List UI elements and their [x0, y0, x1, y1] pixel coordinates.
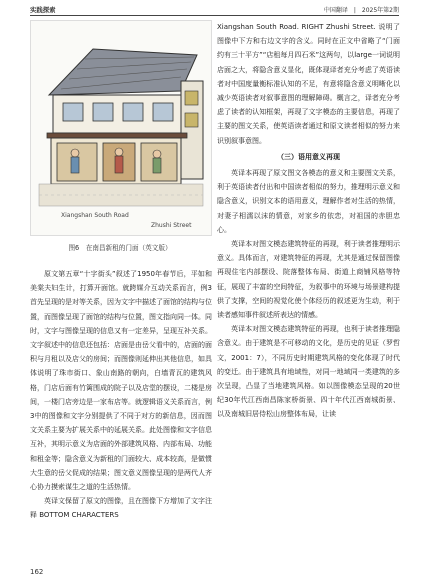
svg-text:Zhushi Street: Zhushi Street	[151, 222, 192, 229]
svg-text:Xiangshan South Road: Xiangshan South Road	[61, 212, 129, 219]
body-paragraph: 英译本对图文模态建筑特征的再现，利于读者推理明示意义。具体而言，对建筑特征的再现，尤其是通过保留图像再现住宅内部摆设、院落整体布局、街道上商铺风格等特征，展现了丰富的空间特征，为叙事中的环境与场景建构提供了支撑，空间的视觉化使个体经历的叙述更为生动，利于读者感知事件叙述所表达的情感。	[217, 240, 400, 320]
section-subheading: （三）语用意义再现	[277, 152, 340, 161]
body-paragraph: 英译本再现了原文图文各模态的意义和主要图文关系，利于英语读者付出和中国读者相似的努力，推理明示意义和隐含意义，识别文本的语用意义，理解作者对生活的热情，对妻子相濡以沫的情意，对家乡的依恋，对祖国的赤胆忠心。	[217, 169, 400, 234]
journal-info: 中国翻译 | 2025年第2期	[323, 7, 399, 14]
section-label: 实践探索	[30, 6, 56, 14]
body-paragraph: 原文第五章“十字街头”叙述了1950年春节后，平如和美棠夫妇生计，打算开面馆。就跨媒介互动关系而言，例3首先呈现的是对等关系，因为文字中描述了面馆的结构与位置，而图像呈现了面馆的结构与位置，图文指向同一体。同时，文字与图像呈现的信息又有一定差异，呈现互补关系。文字叙述中的信息还包括：店面是由岳父看中的，店面的面积与月租以及店父的房间；而图像则延伸出其他信息，如具体说明了珠市街口、象山南路的朝向，白墙青瓦的建筑风格，门店后面有竹篱围成的院子以及店堂的摆设，二楼是房间，一楼门店旁边是一家布店等。就逻辑语义关系而言，例3中的图像和文字分别提供了不同于对方的新信息，因而图文关系主要为扩展关系中的延展关系。此处图像和文字信息互补，其明示意义为店面的外部建筑风格、内部布局、功能和租金等；隐含意义为新租的门面较大、成本较高，是做惯大生意的岳父促成的结果；图文意义图像呈现的是两代人齐心协力摸索谋生之道的生活热情。	[30, 270, 212, 492]
header-rule	[30, 15, 399, 16]
figure-caption: 图6 在南昌新租的门面（英文版）	[68, 244, 172, 252]
body-paragraph: 英译本对图文模态建筑特征的再现，也利于读者推理隐含意义。由于建筑是不可移动的文化，是历史的见证（罗哲文，2001：7），不同历史时期建筑风格的变化体现了时代的变迁。由于建筑具有地域性，对同一地域同一类建筑的多次呈现，凸显了当地建筑风格。如以图像模态呈现的20世纪30年代江西南昌陈家桥街景、四十年代江西南城街景、以及南城旧居侍松山房整体布局，让读	[217, 325, 400, 419]
left-column	[30, 267, 212, 523]
body-paragraph: Xiangshan South Road. RIGHT Zhushi Street. 说明了图像中下方和右边文字的含义。同时在正文中省略了“门面约有三十平方”“店租每月四石米”这两句，以large一词说明店面之大，将隐含意义显化，既体现译者充分考虑了英语读者对中国度量衡标准认知的不足，有意将隐含意义明晰化以减少英语读者对叙事意图的理解障碍。概言之，译者充分考虑了读者的认知框架，再现了文字模态的主要信息，再现了主要的图文关系，使英语读者通过和原文读者相似的努力来识别叙事意图。	[217, 23, 400, 145]
storefront-drawing	[31, 21, 211, 235]
right-column	[217, 20, 400, 422]
page-number: 162	[30, 568, 44, 576]
body-paragraph: 英译文保留了原文的图像，且在图像下方增加了文字注释 BOTTOM CHARACTERS	[30, 497, 212, 520]
figure-illustration	[30, 20, 212, 236]
